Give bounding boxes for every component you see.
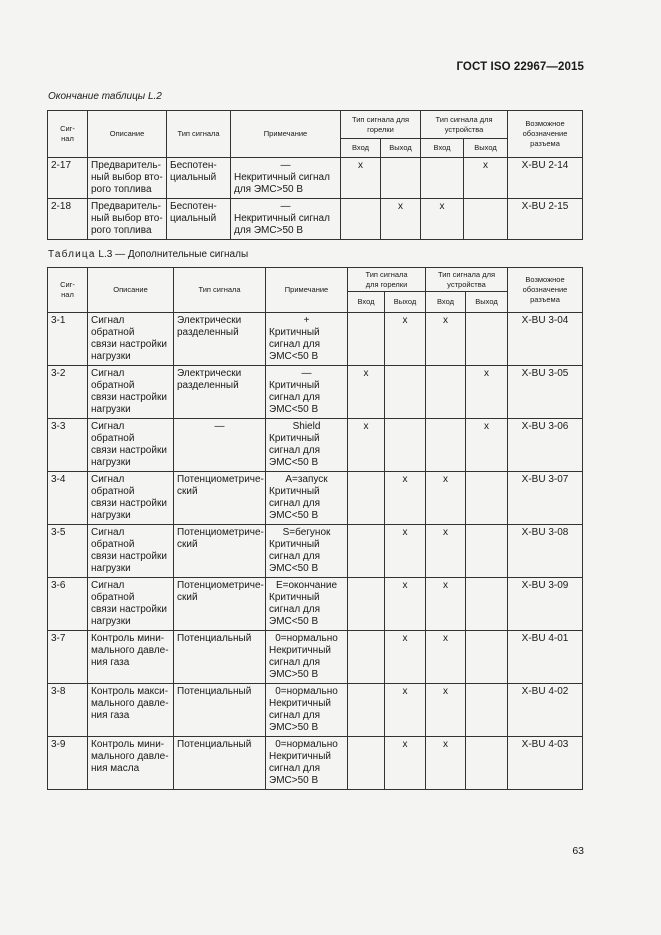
connector-cell: X-BU 3-09 <box>508 578 583 631</box>
description-cell: Сигнал обратной связи настройки нагрузки <box>88 419 174 472</box>
description-cell: Сигнал обратной связи настройки нагрузки <box>88 313 174 366</box>
table-l3 <box>47 267 583 790</box>
table-l3-caption-prefix: Таблица <box>48 249 96 260</box>
device-out-cell <box>466 525 508 578</box>
signal-id-cell: 3-5 <box>48 525 88 578</box>
note-text: Некритичный сигнал для ЭМС>50 В <box>269 698 331 733</box>
table-row <box>48 419 583 472</box>
burner-in-cell <box>348 578 385 631</box>
note-cell <box>231 199 341 240</box>
table-row <box>48 158 583 199</box>
burner-in-cell <box>348 631 385 684</box>
note-cell <box>266 472 348 525</box>
description-cell: Сигнал обратной связи настройки нагрузки <box>88 525 174 578</box>
device-in-cell: x <box>426 313 466 366</box>
header-device-group: Тип сигнала для устройства <box>426 268 508 292</box>
description-cell: Контроль мини- мального давле- ния масла <box>88 737 174 790</box>
note-cell <box>231 158 341 199</box>
header-signal: Сиг- нал <box>48 111 88 158</box>
note-symbol: A=запуск <box>285 474 328 485</box>
note-symbol: 0=нормально <box>275 633 338 644</box>
page-number: 63 <box>572 845 584 857</box>
burner-in-cell: x <box>341 158 381 199</box>
burner-out-cell: x <box>385 737 426 790</box>
note-symbol: S=бегунок <box>282 527 331 538</box>
device-in-cell: x <box>426 525 466 578</box>
header-description: Описание <box>88 268 174 313</box>
header-device-group: Тип сигнала для устройства <box>421 111 508 139</box>
header-designation: Возможное обозначение разъема <box>508 268 583 313</box>
header-device-in: Вход <box>421 139 464 158</box>
note-text: Некритичный сигнал для ЭМС>50 В <box>269 751 331 786</box>
device-in-cell <box>426 419 466 472</box>
header-burner-group: Тип сигнала для горелки <box>341 111 421 139</box>
connector-cell: X-BU 3-05 <box>508 366 583 419</box>
note-cell <box>266 684 348 737</box>
connector-cell: X-BU 3-06 <box>508 419 583 472</box>
header-designation: Возможное обозначение разъема <box>508 111 583 158</box>
signal-id-cell: 2-17 <box>48 158 88 199</box>
device-in-cell: x <box>426 472 466 525</box>
note-symbol: — <box>280 201 291 212</box>
signal-id-cell: 2-18 <box>48 199 88 240</box>
signal-type-cell: Электрически разделенный <box>174 366 266 419</box>
note-cell <box>266 578 348 631</box>
signal-type-cell: Потенциальный <box>174 684 266 737</box>
note-symbol: E=окончание <box>275 580 338 591</box>
note-cell <box>266 737 348 790</box>
table-row <box>48 737 583 790</box>
description-cell: Предваритель- ный выбор вто- рого топлива <box>88 158 167 199</box>
device-out-cell <box>466 472 508 525</box>
device-out-cell <box>466 684 508 737</box>
device-in-cell <box>421 158 464 199</box>
note-symbol: — <box>301 368 312 379</box>
burner-out-cell: x <box>385 631 426 684</box>
table-row <box>48 631 583 684</box>
note-text: Критичный сигнал для ЭМС<50 В <box>269 539 321 574</box>
signal-type-cell: Потенциометриче- ский <box>174 472 266 525</box>
burner-in-cell <box>348 313 385 366</box>
note-text: Критичный сигнал для ЭМС<50 В <box>269 486 321 521</box>
connector-cell: X-BU 3-07 <box>508 472 583 525</box>
table-row <box>48 578 583 631</box>
note-symbol: — <box>280 160 291 171</box>
signal-type-cell: Беспотен- циальный <box>167 199 231 240</box>
device-in-cell <box>426 366 466 419</box>
header-description: Описание <box>88 111 167 158</box>
burner-in-cell <box>348 472 385 525</box>
signal-id-cell: 3-6 <box>48 578 88 631</box>
table-row <box>48 472 583 525</box>
table-row <box>48 684 583 737</box>
header-burner-in: Вход <box>348 292 385 313</box>
header-signal: Сиг- нал <box>48 268 88 313</box>
burner-in-cell <box>348 684 385 737</box>
burner-out-cell: x <box>385 525 426 578</box>
device-out-cell: x <box>466 366 508 419</box>
burner-out-cell: x <box>385 578 426 631</box>
connector-cell: X-BU 4-02 <box>508 684 583 737</box>
burner-out-cell <box>385 419 426 472</box>
header-note: Примечание <box>231 111 341 158</box>
burner-out-cell: x <box>385 472 426 525</box>
header-device-out: Выход <box>466 292 508 313</box>
note-symbol: Shield <box>292 421 321 432</box>
signal-id-cell: 3-9 <box>48 737 88 790</box>
device-out-cell: x <box>464 158 508 199</box>
signal-type-cell: Потенциометриче- ский <box>174 525 266 578</box>
table-row <box>48 313 583 366</box>
note-text: Критичный сигнал для ЭМС<50 В <box>269 380 321 415</box>
table-l2 <box>47 110 583 240</box>
device-out-cell <box>466 578 508 631</box>
header-device-out: Выход <box>464 139 508 158</box>
signal-id-cell: 3-2 <box>48 366 88 419</box>
note-cell <box>266 631 348 684</box>
device-out-cell <box>466 631 508 684</box>
note-cell <box>266 313 348 366</box>
connector-cell: X-BU 4-01 <box>508 631 583 684</box>
device-out-cell: x <box>466 419 508 472</box>
note-text: Критичный сигнал для ЭМС<50 В <box>269 327 321 362</box>
burner-out-cell <box>381 158 421 199</box>
description-cell: Сигнал обратной связи настройки нагрузки <box>88 578 174 631</box>
signal-type-cell: Электрически разделенный <box>174 313 266 366</box>
burner-in-cell <box>348 525 385 578</box>
table-row <box>48 525 583 578</box>
header-burner-out: Выход <box>385 292 426 313</box>
header-signal-type: Тип сигнала <box>167 111 231 158</box>
signal-type-cell: Потенциальный <box>174 737 266 790</box>
device-in-cell: x <box>426 631 466 684</box>
connector-cell: X-BU 4-03 <box>508 737 583 790</box>
burner-in-cell <box>348 737 385 790</box>
note-cell <box>266 525 348 578</box>
header-device-in: Вход <box>426 292 466 313</box>
device-out-cell <box>466 737 508 790</box>
note-text: Некритичный сигнал для ЭМС>50 В <box>234 172 330 195</box>
burner-out-cell <box>385 366 426 419</box>
table-l3-caption <box>48 249 248 260</box>
signal-id-cell: 3-8 <box>48 684 88 737</box>
standard-header: ГОСТ ISO 22967—2015 <box>456 61 584 73</box>
header-burner-out: Выход <box>381 139 421 158</box>
burner-out-cell: x <box>381 199 421 240</box>
connector-cell: X-BU 2-15 <box>508 199 583 240</box>
signal-type-cell: Потенциометриче- ский <box>174 578 266 631</box>
header-note: Примечание <box>266 268 348 313</box>
note-text: Критичный сигнал для ЭМС<50 В <box>269 592 321 627</box>
signal-id-cell: 3-3 <box>48 419 88 472</box>
signal-id-cell: 3-4 <box>48 472 88 525</box>
connector-cell: X-BU 3-08 <box>508 525 583 578</box>
table-l2-caption: Окончание таблицы L.2 <box>48 91 162 102</box>
device-in-cell: x <box>426 737 466 790</box>
description-cell: Контроль макси- мального давле- ния газа <box>88 684 174 737</box>
device-in-cell: x <box>426 684 466 737</box>
device-out-cell <box>464 199 508 240</box>
description-cell: Сигнал обратной связи настройки нагрузки <box>88 472 174 525</box>
note-cell <box>266 419 348 472</box>
burner-in-cell: x <box>348 366 385 419</box>
connector-cell: X-BU 3-04 <box>508 313 583 366</box>
description-cell: Предваритель- ный выбор вто- рого топлива <box>88 199 167 240</box>
description-cell: Сигнал обратной связи настройки нагрузки <box>88 366 174 419</box>
description-cell: Контроль мини- мального давле- ния газа <box>88 631 174 684</box>
header-signal-type: Тип сигнала <box>174 268 266 313</box>
burner-in-cell <box>341 199 381 240</box>
note-text: Некритичный сигнал для ЭМС>50 В <box>234 213 330 236</box>
table-l3-caption-rest: L.3 — Дополнительные сигналы <box>98 249 249 260</box>
note-symbol: 0=нормально <box>275 739 338 750</box>
device-in-cell: x <box>426 578 466 631</box>
note-text: Критичный сигнал для ЭМС<50 В <box>269 433 321 468</box>
signal-type-cell: — <box>174 419 266 472</box>
table-row <box>48 366 583 419</box>
header-burner-group: Тип сигнала для горелки <box>348 268 426 292</box>
burner-out-cell: x <box>385 684 426 737</box>
connector-cell: X-BU 2-14 <box>508 158 583 199</box>
device-in-cell: x <box>421 199 464 240</box>
device-out-cell <box>466 313 508 366</box>
note-text: Некритичный сигнал для ЭМС>50 В <box>269 645 331 680</box>
signal-id-cell: 3-7 <box>48 631 88 684</box>
signal-type-cell: Потенциальный <box>174 631 266 684</box>
table-row <box>48 199 583 240</box>
note-symbol: + <box>303 315 310 326</box>
burner-out-cell: x <box>385 313 426 366</box>
signal-id-cell: 3-1 <box>48 313 88 366</box>
note-cell <box>266 366 348 419</box>
signal-type-cell: Беспотен- циальный <box>167 158 231 199</box>
note-symbol: 0=нормально <box>275 686 338 697</box>
header-burner-in: Вход <box>341 139 381 158</box>
burner-in-cell: x <box>348 419 385 472</box>
